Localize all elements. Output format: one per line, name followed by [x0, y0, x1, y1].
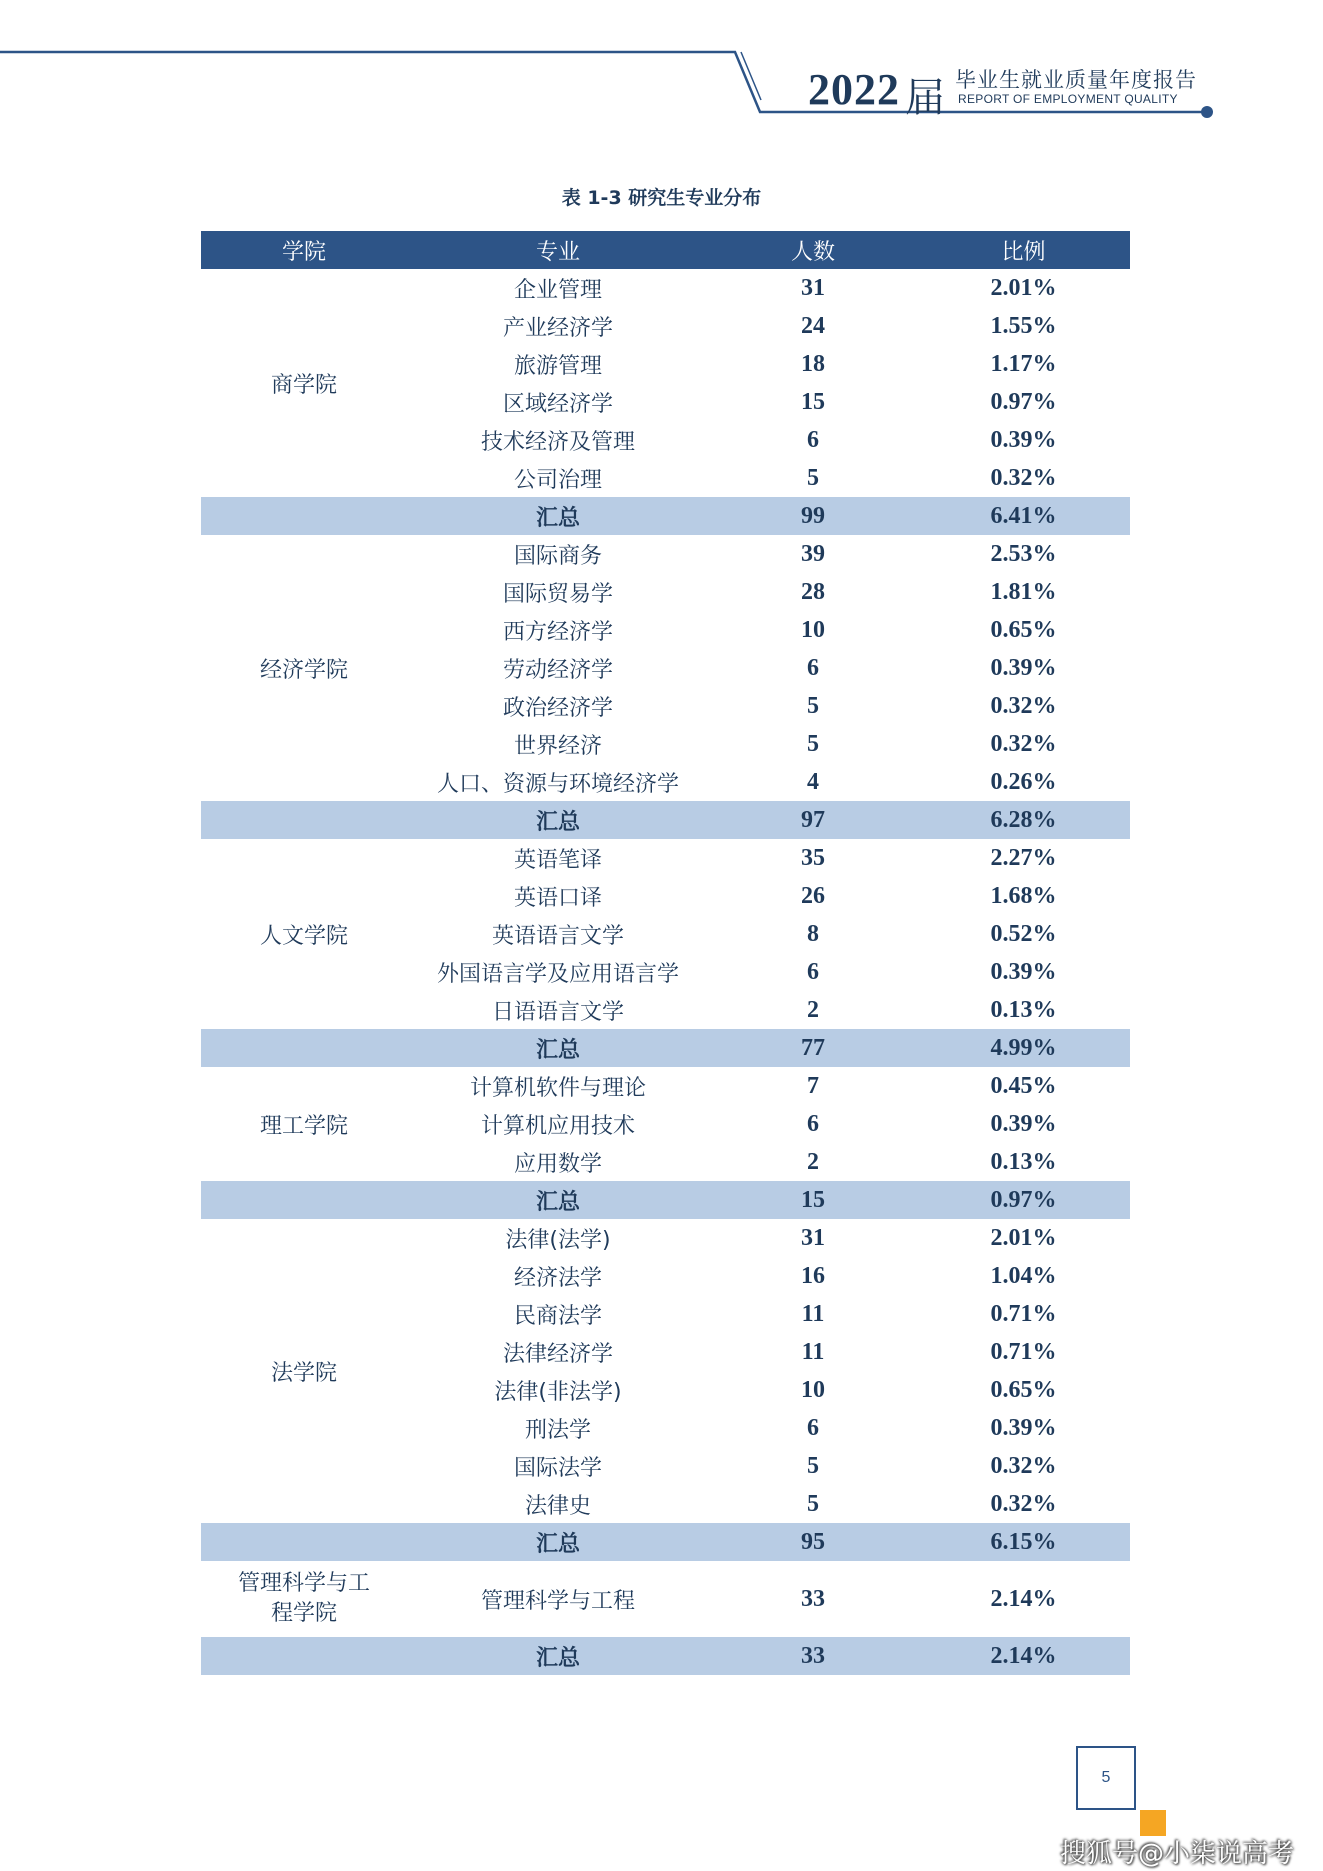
total-ratio: 6.41% — [917, 497, 1130, 535]
total-label: 汇总 — [407, 801, 709, 839]
student-count: 28 — [801, 578, 825, 605]
total-row-spacer — [201, 1637, 407, 1675]
student-count: 10 — [801, 1376, 825, 1403]
total-row-spacer — [201, 497, 407, 535]
student-ratio: 1.81% — [990, 578, 1057, 605]
student-ratio: 0.39% — [990, 1110, 1057, 1137]
report-year-suffix: 届 — [905, 75, 945, 121]
college-name: 商学院 — [270, 372, 337, 398]
major-name: 政治经济学 — [502, 695, 613, 721]
student-ratio: 0.45% — [990, 1072, 1057, 1099]
report-title-en: REPORT OF EMPLOYMENT QUALITY — [958, 92, 1178, 106]
student-count: 11 — [801, 1338, 825, 1365]
total-count: 97 — [709, 801, 917, 839]
college-name: 人文学院 — [259, 923, 348, 949]
major-name: 法律(法学) — [505, 1227, 611, 1253]
total-label: 汇总 — [407, 1637, 709, 1675]
student-ratio: 0.26% — [990, 768, 1057, 795]
major-name: 民商法学 — [513, 1303, 602, 1329]
student-ratio: 2.14% — [990, 1585, 1057, 1612]
student-ratio: 2.01% — [990, 1224, 1057, 1251]
student-ratio: 0.32% — [990, 464, 1057, 491]
table-row — [201, 1561, 1130, 1637]
major-name: 英语语言文学 — [491, 923, 624, 949]
student-count: 5 — [807, 1452, 819, 1479]
student-ratio: 2.53% — [990, 540, 1057, 567]
student-count: 15 — [801, 388, 825, 415]
major-name: 日语语言文学 — [491, 999, 624, 1025]
major-name: 世界经济 — [513, 733, 602, 759]
total-row-spacer — [201, 1029, 407, 1067]
column-header-college: 学院 — [201, 231, 407, 269]
total-count: 99 — [709, 497, 917, 535]
college-name: 法学院 — [270, 1360, 337, 1386]
major-name: 英语口译 — [513, 885, 602, 911]
total-label: 汇总 — [407, 497, 709, 535]
student-count: 31 — [801, 1224, 825, 1251]
major-name: 国际法学 — [513, 1455, 602, 1481]
student-count: 6 — [807, 1110, 819, 1137]
college-name: 理工学院 — [259, 1113, 348, 1139]
total-row — [201, 1637, 1130, 1675]
major-name: 法律(非法学) — [494, 1379, 622, 1405]
table-row — [201, 269, 1130, 307]
total-ratio: 6.28% — [917, 801, 1130, 839]
student-ratio: 0.32% — [990, 730, 1057, 757]
student-count: 5 — [807, 730, 819, 757]
student-count: 5 — [807, 464, 819, 491]
total-row-spacer — [201, 801, 407, 839]
column-header-major: 专业 — [407, 231, 709, 269]
major-name: 公司治理 — [513, 467, 602, 493]
watermark: 搜狐号@小柒说高考 — [1060, 1839, 1295, 1869]
college-name: 经济学院 — [259, 657, 348, 683]
major-name: 劳动经济学 — [502, 657, 613, 683]
student-ratio: 0.97% — [990, 388, 1057, 415]
student-ratio: 0.13% — [990, 1148, 1057, 1175]
student-count: 6 — [807, 958, 819, 985]
student-ratio: 0.32% — [990, 1452, 1057, 1479]
student-count: 26 — [801, 882, 825, 909]
student-count: 6 — [807, 426, 819, 453]
total-row — [201, 497, 1130, 535]
major-name: 人口、资源与环境经济学 — [436, 771, 679, 797]
total-label: 汇总 — [407, 1181, 709, 1219]
student-count: 5 — [807, 1490, 819, 1517]
total-row-spacer — [201, 1181, 407, 1219]
column-header-ratio: 比例 — [917, 231, 1130, 269]
table-title: 表 1-3 研究生专业分布 — [561, 187, 762, 209]
total-label: 汇总 — [407, 1523, 709, 1561]
student-ratio: 0.71% — [990, 1338, 1057, 1365]
student-ratio: 0.32% — [990, 1490, 1057, 1517]
major-name: 旅游管理 — [513, 353, 602, 379]
total-count: 95 — [709, 1523, 917, 1561]
major-name: 国际贸易学 — [502, 581, 613, 607]
student-count: 24 — [801, 312, 825, 339]
student-ratio: 1.55% — [990, 312, 1057, 339]
report-year: 2022 — [808, 65, 900, 114]
major-name: 刑法学 — [524, 1417, 591, 1443]
total-ratio: 4.99% — [917, 1029, 1130, 1067]
total-ratio: 2.14% — [917, 1637, 1130, 1675]
major-name: 产业经济学 — [502, 315, 613, 341]
total-row — [201, 1181, 1130, 1219]
major-name: 法律史 — [524, 1493, 591, 1519]
student-count: 11 — [801, 1300, 825, 1327]
major-name: 区域经济学 — [502, 391, 613, 417]
major-name: 计算机应用技术 — [480, 1113, 635, 1139]
table-row — [201, 1067, 1130, 1105]
student-count: 33 — [801, 1585, 825, 1612]
student-count: 39 — [801, 540, 825, 567]
student-count: 6 — [807, 654, 819, 681]
student-ratio: 0.13% — [990, 996, 1057, 1023]
student-ratio: 0.32% — [990, 692, 1057, 719]
total-count: 77 — [709, 1029, 917, 1067]
student-count: 35 — [801, 844, 825, 871]
student-ratio: 0.39% — [990, 958, 1057, 985]
major-name: 法律经济学 — [502, 1341, 613, 1367]
report-title-cn: 毕业生就业质量年度报告 — [955, 68, 1197, 92]
total-count: 33 — [709, 1637, 917, 1675]
student-count: 4 — [807, 768, 819, 795]
student-ratio: 1.04% — [990, 1262, 1057, 1289]
table-header-row — [201, 231, 1130, 269]
major-name: 英语笔译 — [513, 847, 602, 873]
page-number: 5 — [1076, 1746, 1136, 1810]
total-ratio: 6.15% — [917, 1523, 1130, 1561]
major-name: 应用数学 — [513, 1151, 602, 1177]
student-ratio: 0.52% — [990, 920, 1057, 947]
table-row — [201, 535, 1130, 573]
student-count: 10 — [801, 616, 825, 643]
table-row — [201, 1219, 1130, 1257]
student-count: 8 — [807, 920, 819, 947]
student-ratio: 1.17% — [990, 350, 1057, 377]
total-row — [201, 1523, 1130, 1561]
total-ratio: 0.97% — [917, 1181, 1130, 1219]
college-name: 管理科学与工程学院 — [237, 1571, 370, 1626]
total-row — [201, 801, 1130, 839]
student-ratio: 0.39% — [990, 654, 1057, 681]
student-count: 18 — [801, 350, 825, 377]
total-row-spacer — [201, 1523, 407, 1561]
major-name: 国际商务 — [513, 543, 602, 569]
student-count: 2 — [807, 1148, 819, 1175]
student-ratio: 0.39% — [990, 426, 1057, 453]
major-name: 外国语言学及应用语言学 — [436, 961, 679, 987]
student-count: 31 — [801, 274, 825, 301]
major-distribution-table — [201, 231, 1130, 1675]
major-name: 企业管理 — [513, 277, 602, 303]
student-ratio: 2.01% — [990, 274, 1057, 301]
student-ratio: 1.68% — [990, 882, 1057, 909]
total-row — [201, 1029, 1130, 1067]
major-name: 计算机软件与理论 — [469, 1075, 646, 1101]
major-name: 管理科学与工程 — [480, 1588, 635, 1614]
student-count: 2 — [807, 996, 819, 1023]
student-ratio: 0.71% — [990, 1300, 1057, 1327]
total-label: 汇总 — [407, 1029, 709, 1067]
major-name: 西方经济学 — [502, 619, 613, 645]
student-ratio: 0.65% — [990, 616, 1057, 643]
major-name: 技术经济及管理 — [480, 429, 635, 455]
column-header-count: 人数 — [709, 231, 917, 269]
student-count: 16 — [801, 1262, 825, 1289]
student-ratio: 0.39% — [990, 1414, 1057, 1441]
student-ratio: 0.65% — [990, 1376, 1057, 1403]
student-count: 5 — [807, 692, 819, 719]
total-count: 15 — [709, 1181, 917, 1219]
table-row — [201, 839, 1130, 877]
student-ratio: 2.27% — [990, 844, 1057, 871]
student-count: 6 — [807, 1414, 819, 1441]
student-count: 7 — [807, 1072, 819, 1099]
major-name: 经济法学 — [513, 1265, 602, 1291]
table-body — [201, 269, 1130, 1675]
